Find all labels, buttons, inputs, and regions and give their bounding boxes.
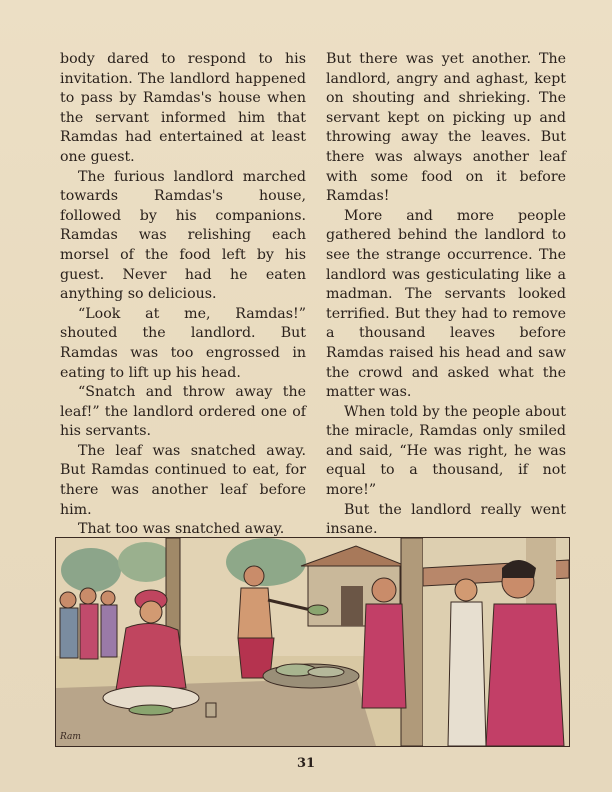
cup-icon [206, 703, 216, 717]
leaf-plate-icon [129, 705, 173, 715]
right-text-column [326, 50, 566, 540]
artist-signature: Ram [60, 732, 81, 742]
paragraph: More and more people gathered behind the landlord to see the strange occurrence. The landlord was gesticulating like a madman. The servants looked terrified. But they had to remove a thousand leaves before Ramdas raised his head and saw the crowd and asked what the matter was. [326, 207, 566, 401]
paragraph: “Snatch and throw away the leaf!” the landlord ordered one of his servants. [60, 384, 306, 440]
paragraph: That too was snatched away. [78, 521, 285, 538]
paragraph: When told by the people about the miracle, Ramdas only smiled and said, “He was right, he was equal to a thousand, if not more!” [326, 403, 566, 499]
illustration-scene [56, 538, 569, 746]
left-text-column [60, 50, 306, 540]
tree-icon [61, 548, 121, 592]
paragraph: But the landlord really went insane. [326, 501, 566, 538]
paragraph: But there was yet another. The landlord, angry and aghast, kept on shouting and shrieking. The servant kept on picking up and throwing away the leaves. But there was always another leaf with some food on it before Ramdas! [326, 51, 566, 205]
paragraph: body dared to respond to his invitation. The landlord happened to pass by Ramdas's house when the servant informed him that Ramdas had entertained at least one guest. [60, 51, 306, 165]
paragraph: “Look at me, Ramdas!” shouted the landlord. But Ramdas was too engrossed in eating to lift up his head. [60, 305, 306, 381]
paragraph: The leaf was snatched away. But Ramdas continued to eat, for there was another leaf before him. [60, 442, 306, 518]
page-number: 31 [296, 756, 316, 771]
story-illustration [55, 537, 570, 747]
paragraph: The furious landlord marched towards Ramdas's house, followed by his companions. Ramdas was relishing each morsel of the food left by his guest. Never had he eaten anything so delicious. [60, 168, 306, 303]
